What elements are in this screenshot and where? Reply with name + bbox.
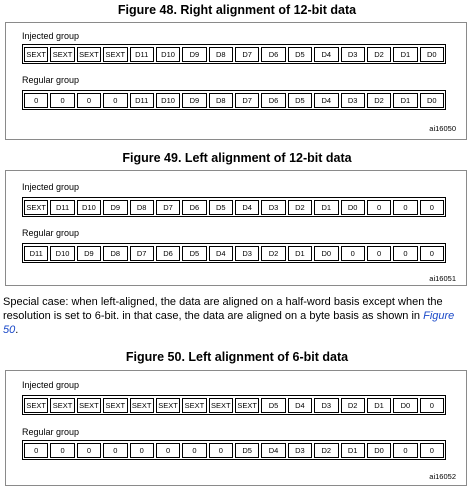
figure-49-frame [5,170,467,286]
bit-cell: D6 [182,200,206,215]
figure-48-title: Figure 48. Right alignment of 12-bit data [117,3,357,17]
bit-cell: D5 [182,246,206,261]
bit-cell: D4 [314,47,338,62]
regular-register [22,90,446,110]
bit-cell: D4 [288,398,312,413]
regular-group-label: Regular group [22,228,80,238]
bit-cell: D8 [209,93,233,108]
bit-cell: D9 [182,47,206,62]
bit-cell: D2 [288,200,312,215]
bit-cell: 0 [420,200,444,215]
bit-cell: D2 [367,93,391,108]
injected-group-label: Injected group [22,31,80,41]
bit-cell: D10 [156,93,180,108]
bit-cell: D3 [341,47,365,62]
bit-cell: D11 [24,246,48,261]
bit-cell: 0 [77,93,101,108]
bit-cell: D8 [130,200,154,215]
bit-cell: D4 [235,200,259,215]
bit-cell: 0 [420,443,444,458]
bit-cell: D1 [341,443,365,458]
bit-cell: SEXT [24,398,48,413]
bit-cell: 0 [341,246,365,261]
bit-cell: 0 [393,200,417,215]
bit-cell: D5 [288,93,312,108]
paragraph-text: Special case: when left-aligned, the data are aligned on a half-word basis except when the resolution is set to 6-bit. in that case, the data are aligned on a byte basis as shown in [3,296,443,322]
bit-cell: D9 [182,93,206,108]
bit-cell: D0 [341,200,365,215]
bit-cell: 0 [209,443,233,458]
bit-cell: D1 [393,47,417,62]
figure-50-frame [5,370,467,486]
bit-cell: D3 [261,200,285,215]
bit-cell: 0 [50,443,74,458]
bit-cell: D9 [103,200,127,215]
bit-cell: D9 [77,246,101,261]
bit-cell: D3 [314,398,338,413]
bit-cell: SEXT [50,47,74,62]
bit-cell: SEXT [182,398,206,413]
bit-cell: D7 [235,93,259,108]
bit-cell: D4 [209,246,233,261]
bit-cell: 0 [393,443,417,458]
figure-50-title: Figure 50. Left alignment of 6-bit data [125,350,349,364]
regular-register [22,440,446,460]
bit-cell: D1 [367,398,391,413]
regular-register [22,243,446,263]
bit-cell: D7 [235,47,259,62]
bit-cell: D6 [261,47,285,62]
bit-cell: D3 [341,93,365,108]
bit-cell: 0 [24,443,48,458]
bit-cell: D5 [235,443,259,458]
bit-cell: SEXT [235,398,259,413]
figure-id: ai16052 [429,472,456,481]
bit-cell: 0 [367,200,391,215]
figure-50-link[interactable]: Figure 50 [3,310,455,336]
bit-cell: D1 [314,200,338,215]
injected-register [22,395,446,415]
bit-cell: D3 [288,443,312,458]
injected-register [22,44,446,64]
bit-cell: SEXT [130,398,154,413]
bit-cell: SEXT [77,398,101,413]
bit-cell: SEXT [156,398,180,413]
bit-cell: D2 [314,443,338,458]
bit-cell: D4 [314,93,338,108]
bit-cell: D6 [156,246,180,261]
bit-cell: SEXT [103,47,127,62]
bit-cell: 0 [420,398,444,413]
bit-cell: D8 [103,246,127,261]
bit-cell: SEXT [24,200,48,215]
bit-cell: D0 [314,246,338,261]
bit-cell: 0 [50,93,74,108]
bit-cell: D5 [288,47,312,62]
bit-cell: D8 [209,47,233,62]
injected-register [22,197,446,217]
bit-cell: D10 [77,200,101,215]
regular-group-label: Regular group [22,427,80,437]
bit-cell: D7 [156,200,180,215]
bit-cell: SEXT [50,398,74,413]
figure-id: ai16051 [429,274,456,283]
bit-cell: D11 [130,93,154,108]
bit-cell: D7 [130,246,154,261]
bit-cell: D0 [367,443,391,458]
bit-cell: D5 [209,200,233,215]
bit-cell: D0 [420,47,444,62]
bit-cell: D11 [130,47,154,62]
special-case-paragraph [3,295,471,337]
bit-cell: 0 [156,443,180,458]
bit-cell: 0 [420,246,444,261]
figure-48-frame [5,22,467,140]
bit-cell: D5 [261,398,285,413]
bit-cell: SEXT [77,47,101,62]
paragraph-end: . [15,324,19,336]
bit-cell: D2 [341,398,365,413]
bit-cell: 0 [103,93,127,108]
bit-cell: 0 [103,443,127,458]
injected-group-label: Injected group [22,182,80,192]
bit-cell: D1 [288,246,312,261]
bit-cell: 0 [24,93,48,108]
bit-cell: D4 [261,443,285,458]
bit-cell: D0 [420,93,444,108]
bit-cell: 0 [77,443,101,458]
bit-cell: D0 [393,398,417,413]
bit-cell: 0 [182,443,206,458]
bit-cell: D10 [156,47,180,62]
bit-cell: D1 [393,93,417,108]
bit-cell: SEXT [103,398,127,413]
bit-cell: 0 [393,246,417,261]
injected-group-label: Injected group [22,380,80,390]
bit-cell: D3 [235,246,259,261]
bit-cell: D10 [50,246,74,261]
bit-cell: D2 [367,47,391,62]
regular-group-label: Regular group [22,75,80,85]
bit-cell: D11 [50,200,74,215]
bit-cell: SEXT [209,398,233,413]
bit-cell: 0 [130,443,154,458]
bit-cell: D6 [261,93,285,108]
figure-id: ai16050 [429,124,456,133]
bit-cell: SEXT [24,47,48,62]
bit-cell: D2 [261,246,285,261]
bit-cell: 0 [367,246,391,261]
figure-49-title: Figure 49. Left alignment of 12-bit data [122,151,352,165]
